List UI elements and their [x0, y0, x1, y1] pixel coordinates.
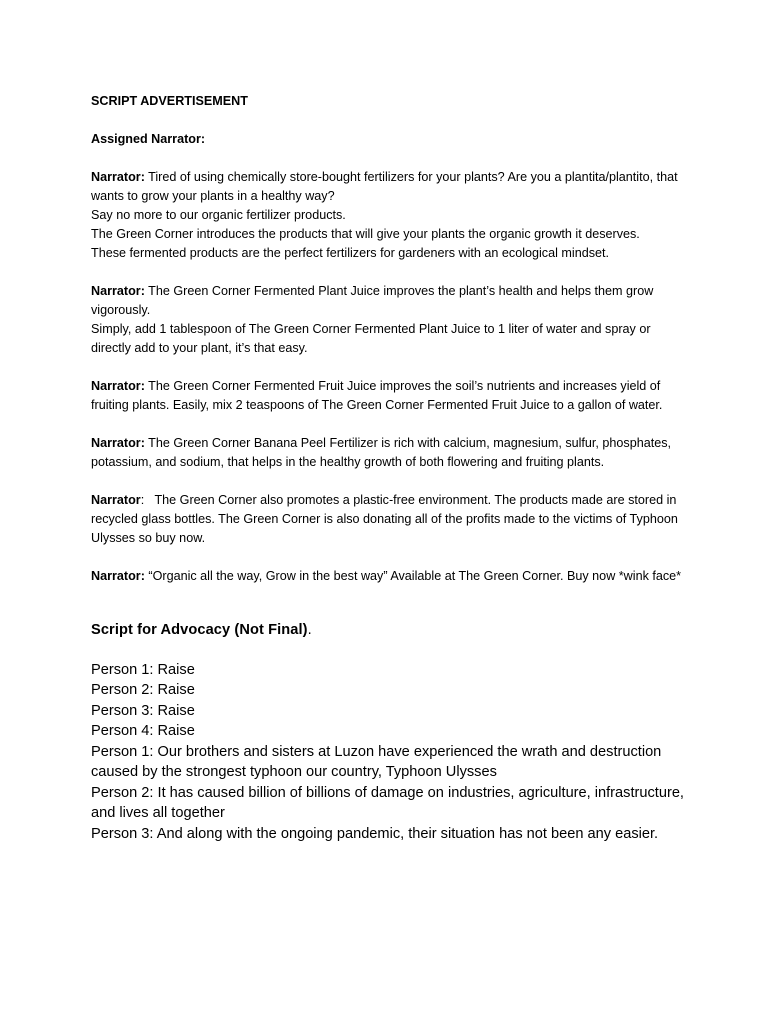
narrator-block [91, 567, 691, 586]
narration-text: Say no more to our organic fertilizer products. [91, 208, 346, 222]
advocacy-title: Script for Advocacy (Not Final) [91, 622, 308, 638]
speaker-label: Narrator: [91, 170, 145, 184]
advertisement-section [91, 92, 691, 586]
narration-text: The Green Corner introduces the products that will give your plants the organic growth it deserves. [91, 227, 640, 241]
assigned-narrator-label: Assigned Narrator: [91, 132, 206, 146]
narration-text: The Green Corner Banana Peel Fertilizer is rich with calcium, magnesium, sulfur, phosphates, potassium, and sodium, that helps in the healthy growth of both flowering and fruiting plants. [91, 436, 672, 469]
narration-text: : The Green Corner also promotes a plastic-free environment. The products made are stored in recycled glass bottles. The Green Corner is also donating all of the profits made to the victims of Typhoon Ulysses so buy now. [91, 493, 682, 545]
narrator-block [91, 377, 691, 415]
narration-text: “Organic all the way, Grow in the best way” Available at The Green Corner. Buy now *wink face* [144, 569, 682, 583]
document-page [91, 92, 691, 844]
narrator-block [91, 491, 691, 548]
narration-text: Simply, add 1 tablespoon of The Green Corner Fermented Plant Juice to 1 liter of water and spray or directly add to your plant, it’s that easy. [91, 322, 651, 355]
narrator-block [91, 282, 691, 358]
narrator-block [91, 434, 691, 472]
advocacy-title-suffix: . [307, 622, 312, 638]
dialogue-line: Person 1: Raise [91, 661, 195, 678]
dialogue-line: Person 3: And along with the ongoing pandemic, their situation has not been any easier. [91, 825, 659, 842]
speaker-label: Narrator [91, 493, 141, 507]
dialogue-line: Person 1: Our brothers and sisters at Luzon have experienced the wrath and destruction caused by the strongest typhoon our country, Typhoon Ulysses [91, 743, 662, 780]
advocacy-section [91, 620, 691, 844]
speaker-label: Narrator: [91, 379, 145, 393]
dialogue-line: Person 2: It has caused billion of billions of damage on industries, agriculture, infrastructure, and lives all together [91, 784, 684, 821]
speaker-label: Narrator: [91, 569, 145, 583]
dialogue-line: Person 3: Raise [91, 702, 195, 719]
dialogue-line: Person 4: Raise [91, 723, 195, 739]
speaker-label: Narrator: [91, 284, 145, 298]
narration-text: The Green Corner Fermented Plant Juice improves the plant’s health and helps them grow vigorously. [91, 284, 654, 317]
narration-text: Tired of using chemically store-bought fertilizers for your plants? Are you a plantita/plantito, that wants to grow your plants in a healthy way? [91, 170, 678, 203]
narration-text: The Green Corner Fermented Fruit Juice improves the soil’s nutrients and increases yield of fruiting plants. Easily, mix 2 teaspoons of The Green Corner Fermented Fruit Juice to a gallon of water. [91, 379, 663, 412]
narration-text: These fermented products are the perfect fertilizers for gardeners with an ecological mindset. [91, 246, 609, 260]
speaker-label: Narrator: [91, 436, 145, 450]
advertisement-title: SCRIPT ADVERTISEMENT [91, 94, 248, 108]
dialogue-line: Person 2: Raise [91, 682, 195, 698]
narrator-block [91, 168, 691, 263]
